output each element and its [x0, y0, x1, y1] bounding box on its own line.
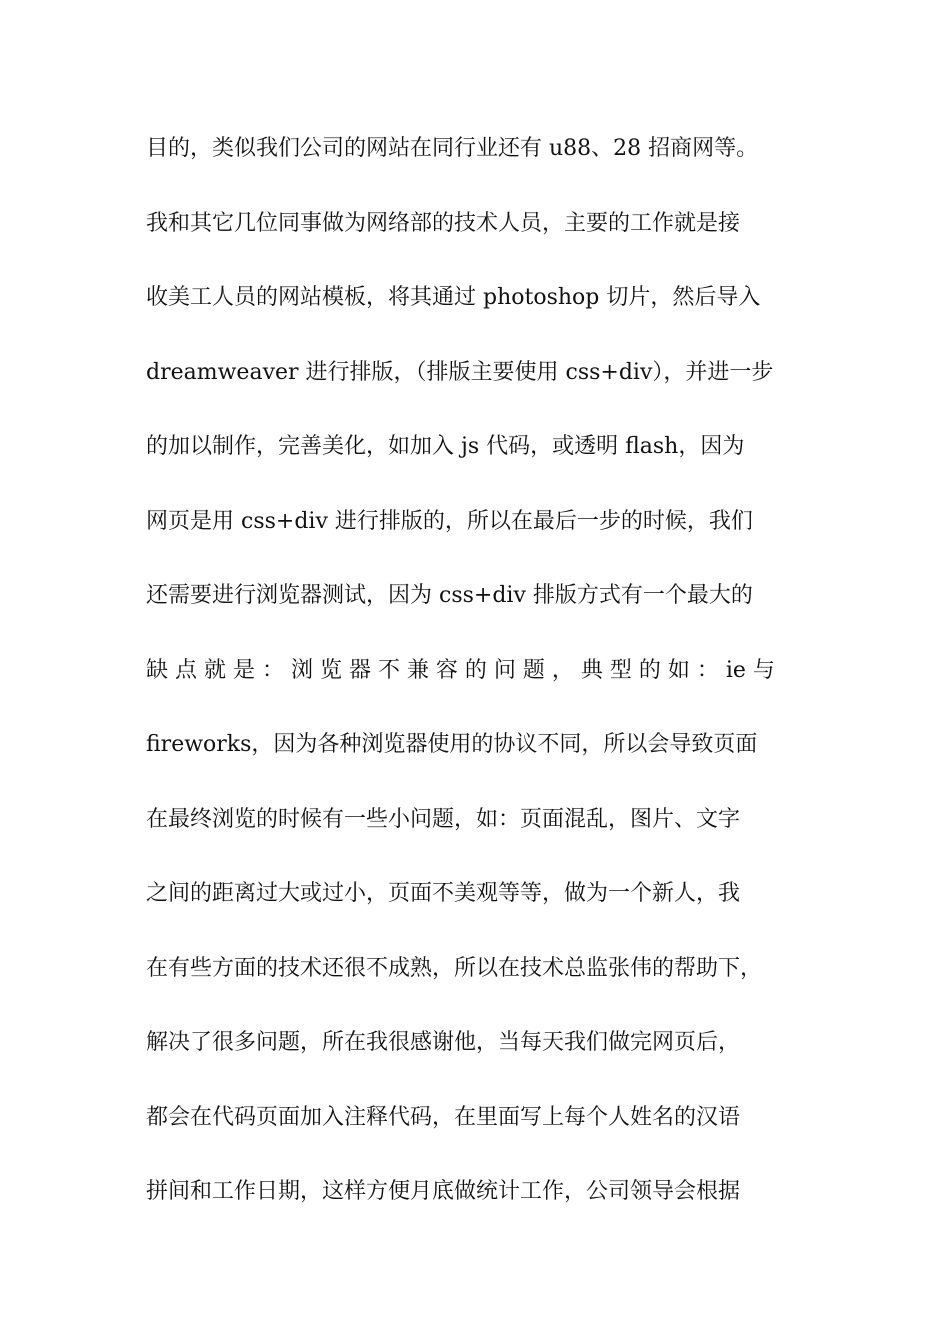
text-line-12: 在有些方面的技术还很不成熟，所以在技术总监张伟的帮助下，: [146, 955, 763, 981]
text-line-1: 目的，类似我们公司的网站在同行业还有 u88、28 招商网等。: [146, 136, 759, 161]
text-line-8: 缺 点 就 是 ： 浏 览 器 不 兼 容 的 问 题 ， 典 型 的 如 ： ie 与: [146, 657, 775, 683]
text-line-7: 还需要进行浏览器测试，因为 css+div 排版方式有一个最大的: [146, 583, 753, 608]
text-line-15: 拼间和工作日期，这样方便月底做统计工作，公司领导会根据: [146, 1179, 741, 1204]
text-line-13: 解决了很多问题，所在我很感谢他，当每天我们做完网页后，: [146, 1030, 741, 1055]
text-line-11: 之间的距离过大或过小，页面不美观等等，做为一个新人，我: [146, 881, 741, 906]
text-line-5: 的加以制作，完善美化，如加入 js 代码，或透明 flash，因为: [146, 434, 745, 459]
body-text: [146, 129, 826, 1247]
text-line-10: 在最终浏览的时候有一些小问题，如：页面混乱，图片、文字: [146, 806, 741, 832]
text-line-4: dreamweaver 进行排版，（排版主要使用 css+div），并进一步: [146, 359, 774, 385]
text-line-6: 网页是用 css+div 进行排版的，所以在最后一步的时候，我们: [146, 508, 753, 534]
text-line-14: 都会在代码页面加入注释代码，在里面写上每个人姓名的汉语: [146, 1104, 741, 1130]
text-line-3: 收美工人员的网站模板，将其通过 photoshop 切片，然后导入: [146, 285, 761, 310]
text-line-2: 我和其它几位同事做为网络部的技术人员，主要的工作就是接: [146, 210, 741, 236]
text-line-9: fireworks，因为各种浏览器使用的协议不同，所以会导致页面: [146, 732, 758, 757]
